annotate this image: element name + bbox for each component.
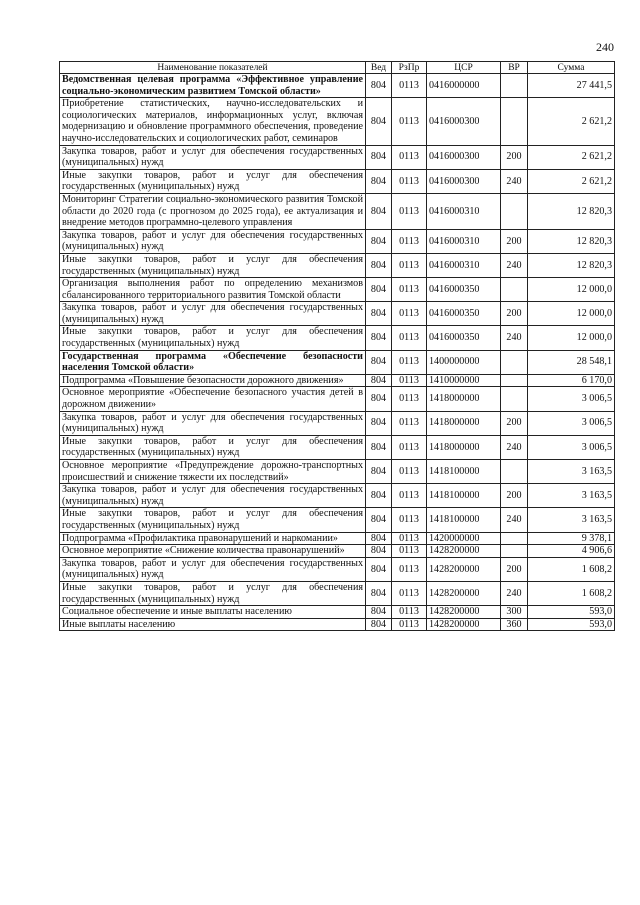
header-vr: ВР <box>501 62 528 74</box>
cell-rzpr: 0113 <box>392 326 427 350</box>
cell-sum: 2 621,2 <box>528 98 615 145</box>
cell-ved: 804 <box>366 229 392 253</box>
table-row <box>60 460 615 484</box>
cell-rzpr: 0113 <box>392 618 427 631</box>
table-row <box>60 411 615 435</box>
cell-sum: 593,0 <box>528 618 615 631</box>
table-row <box>60 387 615 411</box>
cell-sum: 2 621,2 <box>528 169 615 193</box>
cell-csr: 0416000350 <box>427 302 501 326</box>
table-row <box>60 435 615 459</box>
cell-vr: 240 <box>501 435 528 459</box>
table-row <box>60 302 615 326</box>
cell-vr: 200 <box>501 302 528 326</box>
cell-rzpr: 0113 <box>392 387 427 411</box>
table-row <box>60 484 615 508</box>
cell-ved: 804 <box>366 545 392 558</box>
cell-rzpr: 0113 <box>392 460 427 484</box>
cell-ved: 804 <box>366 145 392 169</box>
cell-name: Иные закупки товаров, работ и услуг для обеспечения государственных (муниципальных) нужд <box>60 581 366 605</box>
table-row <box>60 557 615 581</box>
cell-vr <box>501 460 528 484</box>
cell-csr: 1400000000 <box>427 350 501 374</box>
cell-name: Закупка товаров, работ и услуг для обеспечения государственных (муниципальных) нужд <box>60 229 366 253</box>
header-name: Наименование показателей <box>60 62 366 74</box>
cell-rzpr: 0113 <box>392 278 427 302</box>
cell-ved: 804 <box>366 557 392 581</box>
cell-vr <box>501 374 528 387</box>
cell-rzpr: 0113 <box>392 145 427 169</box>
cell-name: Иные закупки товаров, работ и услуг для обеспечения государственных (муниципальных) нужд <box>60 508 366 532</box>
table-row <box>60 508 615 532</box>
cell-name: Основное мероприятие «Снижение количества правонарушений» <box>60 545 366 558</box>
cell-csr: 1428200000 <box>427 618 501 631</box>
cell-ved: 804 <box>366 411 392 435</box>
cell-rzpr: 0113 <box>392 435 427 459</box>
cell-ved: 804 <box>366 193 392 229</box>
table-row <box>60 278 615 302</box>
cell-csr: 1418100000 <box>427 460 501 484</box>
cell-ved: 804 <box>366 460 392 484</box>
cell-csr: 0416000350 <box>427 326 501 350</box>
cell-rzpr: 0113 <box>392 545 427 558</box>
cell-rzpr: 0113 <box>392 374 427 387</box>
header-ved: Вед <box>366 62 392 74</box>
cell-name: Иные выплаты населению <box>60 618 366 631</box>
cell-sum: 3 006,5 <box>528 435 615 459</box>
cell-vr <box>501 350 528 374</box>
cell-name: Иные закупки товаров, работ и услуг для обеспечения государственных (муниципальных) нужд <box>60 326 366 350</box>
header-rzpr: РзПр <box>392 62 427 74</box>
cell-name: Закупка товаров, работ и услуг для обеспечения государственных (муниципальных) нужд <box>60 145 366 169</box>
table-body <box>60 74 615 631</box>
cell-name: Основное мероприятие «Обеспечение безопасного участия детей в дорожном движении» <box>60 387 366 411</box>
cell-name: Подпрограмма «Профилактика правонарушений и наркомании» <box>60 532 366 545</box>
cell-sum: 3 163,5 <box>528 484 615 508</box>
cell-rzpr: 0113 <box>392 532 427 545</box>
header-row <box>60 62 615 74</box>
cell-vr: 240 <box>501 253 528 277</box>
cell-vr: 200 <box>501 145 528 169</box>
budget-table <box>59 61 615 631</box>
cell-rzpr: 0113 <box>392 193 427 229</box>
cell-vr <box>501 545 528 558</box>
cell-vr: 300 <box>501 606 528 619</box>
cell-rzpr: 0113 <box>392 484 427 508</box>
cell-sum: 3 006,5 <box>528 387 615 411</box>
cell-vr: 240 <box>501 581 528 605</box>
cell-vr: 200 <box>501 411 528 435</box>
cell-name: Закупка товаров, работ и услуг для обеспечения государственных (муниципальных) нужд <box>60 484 366 508</box>
cell-name: Закупка товаров, работ и услуг для обеспечения государственных (муниципальных) нужд <box>60 411 366 435</box>
cell-rzpr: 0113 <box>392 350 427 374</box>
cell-rzpr: 0113 <box>392 229 427 253</box>
page-number: 240 <box>596 40 614 54</box>
cell-vr <box>501 532 528 545</box>
cell-csr: 1420000000 <box>427 532 501 545</box>
cell-sum: 28 548,1 <box>528 350 615 374</box>
header-sum: Сумма <box>528 62 615 74</box>
cell-rzpr: 0113 <box>392 581 427 605</box>
cell-csr: 1428200000 <box>427 545 501 558</box>
cell-sum: 12 820,3 <box>528 193 615 229</box>
cell-ved: 804 <box>366 581 392 605</box>
cell-csr: 1418000000 <box>427 411 501 435</box>
cell-rzpr: 0113 <box>392 98 427 145</box>
cell-name: Организация выполнения работ по определению механизмов сбалансированного территориального развития Томской области <box>60 278 366 302</box>
cell-csr: 1418000000 <box>427 435 501 459</box>
cell-ved: 804 <box>366 98 392 145</box>
cell-vr: 240 <box>501 169 528 193</box>
cell-vr <box>501 74 528 98</box>
table-header <box>60 62 615 74</box>
cell-rzpr: 0113 <box>392 74 427 98</box>
cell-vr: 240 <box>501 508 528 532</box>
cell-ved: 804 <box>366 532 392 545</box>
cell-vr: 200 <box>501 557 528 581</box>
cell-name: Иные закупки товаров, работ и услуг для обеспечения государственных (муниципальных) нужд <box>60 435 366 459</box>
cell-sum: 3 163,5 <box>528 508 615 532</box>
table-row <box>60 532 615 545</box>
cell-rzpr: 0113 <box>392 508 427 532</box>
cell-ved: 804 <box>366 606 392 619</box>
cell-csr: 0416000350 <box>427 278 501 302</box>
cell-csr: 1428200000 <box>427 581 501 605</box>
cell-ved: 804 <box>366 169 392 193</box>
cell-rzpr: 0113 <box>392 253 427 277</box>
cell-rzpr: 0113 <box>392 557 427 581</box>
cell-csr: 0416000310 <box>427 229 501 253</box>
table-row <box>60 98 615 145</box>
cell-rzpr: 0113 <box>392 411 427 435</box>
cell-csr: 1428200000 <box>427 606 501 619</box>
cell-name: Закупка товаров, работ и услуг для обеспечения государственных (муниципальных) нужд <box>60 557 366 581</box>
cell-ved: 804 <box>366 74 392 98</box>
cell-sum: 3 006,5 <box>528 411 615 435</box>
cell-ved: 804 <box>366 618 392 631</box>
cell-vr <box>501 98 528 145</box>
table-row <box>60 169 615 193</box>
cell-name: Иные закупки товаров, работ и услуг для обеспечения государственных (муниципальных) нужд <box>60 253 366 277</box>
cell-vr <box>501 193 528 229</box>
cell-csr: 1418000000 <box>427 387 501 411</box>
cell-name: Основное мероприятие «Предупреждение дорожно-транспортных происшествий и снижение тяжести их последствий» <box>60 460 366 484</box>
cell-ved: 804 <box>366 374 392 387</box>
cell-vr: 200 <box>501 229 528 253</box>
cell-rzpr: 0113 <box>392 606 427 619</box>
cell-ved: 804 <box>366 508 392 532</box>
cell-sum: 6 170,0 <box>528 374 615 387</box>
cell-vr <box>501 387 528 411</box>
table-row <box>60 253 615 277</box>
cell-name: Подпрограмма «Повышение безопасности дорожного движения» <box>60 374 366 387</box>
cell-csr: 0416000310 <box>427 253 501 277</box>
cell-ved: 804 <box>366 484 392 508</box>
cell-vr: 200 <box>501 484 528 508</box>
cell-sum: 4 906,6 <box>528 545 615 558</box>
cell-sum: 1 608,2 <box>528 581 615 605</box>
cell-csr: 1428200000 <box>427 557 501 581</box>
cell-sum: 2 621,2 <box>528 145 615 169</box>
cell-ved: 804 <box>366 350 392 374</box>
table-row <box>60 145 615 169</box>
cell-sum: 12 000,0 <box>528 326 615 350</box>
table-row <box>60 326 615 350</box>
cell-rzpr: 0113 <box>392 302 427 326</box>
cell-sum: 593,0 <box>528 606 615 619</box>
table-row <box>60 606 615 619</box>
cell-name: Ведомственная целевая программа «Эффективное управление социально-экономическим развитием Томской области» <box>60 74 366 98</box>
cell-ved: 804 <box>366 326 392 350</box>
header-csr: ЦСР <box>427 62 501 74</box>
cell-ved: 804 <box>366 253 392 277</box>
table-row <box>60 545 615 558</box>
cell-csr: 1418100000 <box>427 508 501 532</box>
cell-sum: 12 000,0 <box>528 278 615 302</box>
cell-sum: 9 378,1 <box>528 532 615 545</box>
cell-vr <box>501 278 528 302</box>
cell-sum: 3 163,5 <box>528 460 615 484</box>
table-row <box>60 74 615 98</box>
cell-csr: 0416000000 <box>427 74 501 98</box>
cell-name: Закупка товаров, работ и услуг для обеспечения государственных (муниципальных) нужд <box>60 302 366 326</box>
cell-csr: 1410000000 <box>427 374 501 387</box>
cell-csr: 0416000310 <box>427 193 501 229</box>
cell-sum: 12 000,0 <box>528 302 615 326</box>
cell-name: Мониторинг Стратегии социально-экономического развития Томской области до 2020 года (с прогнозом до 2025 года), ее актуализация и внедрение методов программно-целевого управления <box>60 193 366 229</box>
cell-name: Социальное обеспечение и иные выплаты населению <box>60 606 366 619</box>
cell-csr: 0416000300 <box>427 145 501 169</box>
cell-name: Государственная программа «Обеспечение безопасности населения Томской области» <box>60 350 366 374</box>
cell-vr: 240 <box>501 326 528 350</box>
cell-csr: 0416000300 <box>427 169 501 193</box>
cell-csr: 1418100000 <box>427 484 501 508</box>
cell-ved: 804 <box>366 302 392 326</box>
cell-sum: 27 441,5 <box>528 74 615 98</box>
cell-name: Иные закупки товаров, работ и услуг для обеспечения государственных (муниципальных) нужд <box>60 169 366 193</box>
table-row <box>60 374 615 387</box>
cell-vr: 360 <box>501 618 528 631</box>
cell-rzpr: 0113 <box>392 169 427 193</box>
cell-ved: 804 <box>366 387 392 411</box>
table-row <box>60 193 615 229</box>
cell-sum: 1 608,2 <box>528 557 615 581</box>
table-row <box>60 229 615 253</box>
cell-ved: 804 <box>366 278 392 302</box>
table-row <box>60 618 615 631</box>
table-row <box>60 581 615 605</box>
cell-sum: 12 820,3 <box>528 229 615 253</box>
table-row <box>60 350 615 374</box>
cell-sum: 12 820,3 <box>528 253 615 277</box>
cell-csr: 0416000300 <box>427 98 501 145</box>
cell-name: Приобретение статистических, научно-исследовательских и социологических материалов, информационных услуг, включая модернизацию и обновление программного обеспечения, проведение научно-исследовательских и социологических работ, семинаров <box>60 98 366 145</box>
cell-ved: 804 <box>366 435 392 459</box>
